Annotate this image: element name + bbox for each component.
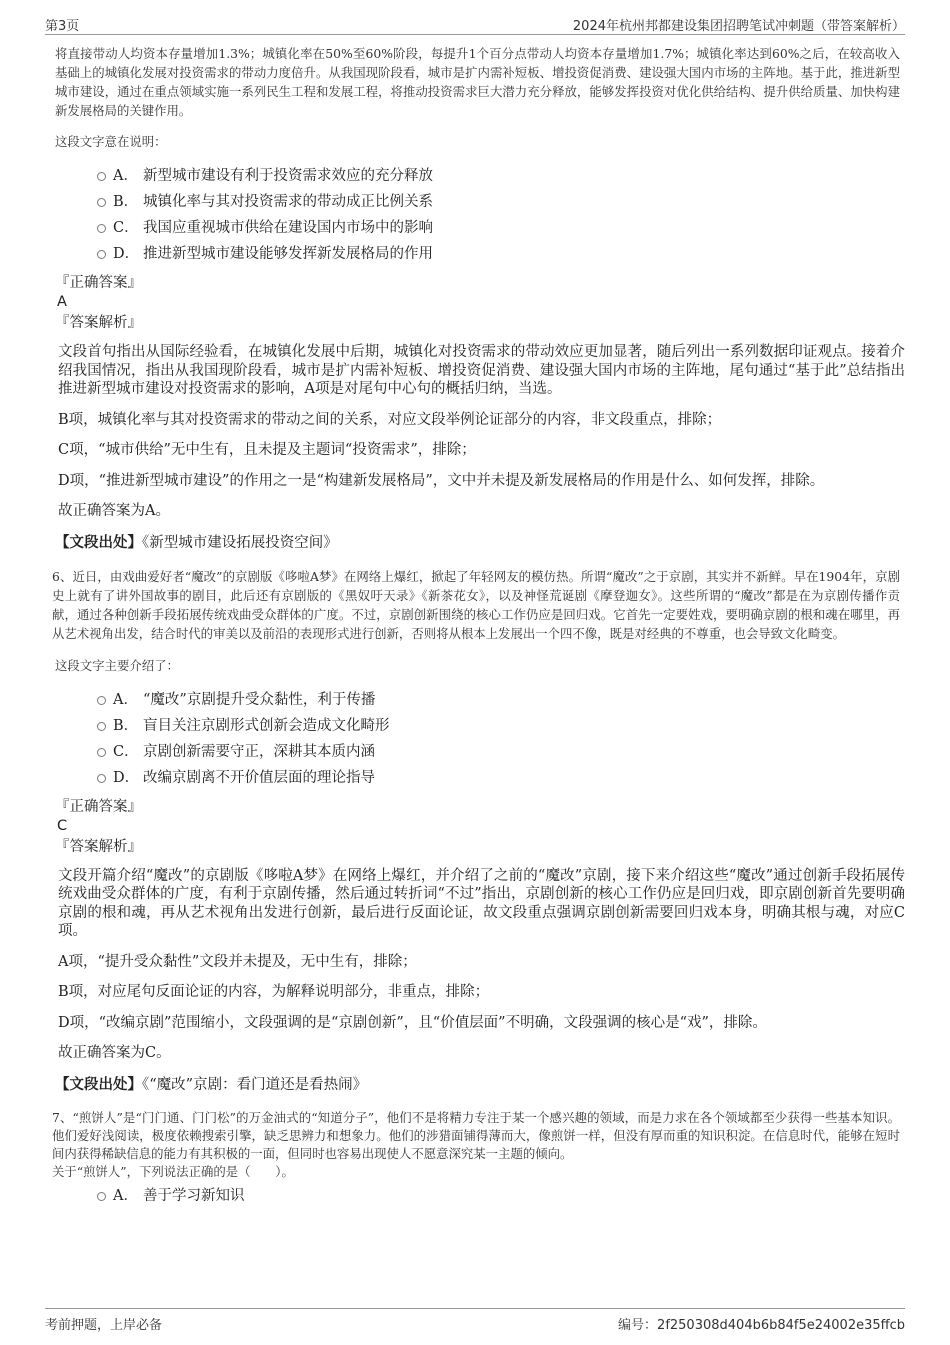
q6-option-c[interactable]: C． 京剧创新需要守正，深耕其本质内涵 <box>55 739 905 765</box>
q5-analysis <box>55 343 905 521</box>
q6-prompt: 这段文字主要介绍了： <box>55 657 179 673</box>
document-code: 编号：2f250308d404b6b84f5e24002e35ffcb <box>618 1318 905 1333</box>
q7-option-a[interactable]: A． 善于学习新知识 <box>55 1183 905 1209</box>
radio-icon[interactable] <box>97 722 106 731</box>
analysis-paragraph: C项，“城市供给”无中生有，且未提及主题词“投资需求”，排除； <box>58 442 476 458</box>
analysis-paragraph: 文段首句指出从国际经验看，在城镇化发展中后期，城镇化对投资需求的带动效应更加显著，随后列出一系列数据印证观点。接着介绍我国情况，指出从我国现阶段看，城市是扩内需补短板、增投资促消费、建设强大国内市场的主阵地，尾句通过“基于此”总结指出推进新型城市建设对投资需求的影响，A项是对尾句中心句的概括归纳，当选。 <box>58 344 905 397</box>
q5-prompt: 这段文字意在说明： <box>55 134 167 149</box>
radio-icon[interactable] <box>97 1192 106 1201</box>
analysis-paragraph: D项，“改编京剧”范围缩小，文段强调的是“京剧创新”，且“价值层面”不明确，文段强调的核心是“戏”，排除。 <box>58 1014 767 1031</box>
page-header <box>45 12 905 35</box>
q5-option-d[interactable]: D． 推进新型城市建设能够发挥新发展格局的作用 <box>55 241 905 267</box>
q6-answer-label: 『正确答案』 <box>55 798 142 815</box>
q7-options <box>55 1183 905 1209</box>
q5-analysis-label: 『答案解析』 <box>55 315 142 331</box>
analysis-paragraph: 文段开篇介绍“魔改”的京剧版《哆啦A梦》在网络上爆红，并介绍了之前的“魔改”京剧，接下来介绍这些“魔改”通过创新手段拓展传统戏曲受众群体的广度，有利于京剧传播，然后通过转折词“不过”指出，京剧创新的核心工作仍应是回归戏，即京剧创新首先要明确京剧的根和魂，再从艺术视角出发进行创新，最后进行反面论证，故文段重点强调京剧创新需要回归戏本身，明确其根与魂，对应C项。 <box>58 867 905 939</box>
q6-option-d[interactable]: D． 改编京剧离不开价值层面的理论指导 <box>55 765 905 791</box>
q5-answer: A <box>57 294 67 310</box>
analysis-paragraph: 故正确答案为A。 <box>58 503 170 519</box>
q6-passage: 6、近日，由戏曲爱好者“魔改”的京剧版《哆啦A梦》在网络上爆红，掀起了年轻网友的模仿热。所谓“魔改”之于京剧，其实并不新鲜。早在1904年，京剧史上就有了讲外国故事的剧目，此后还有京剧版的《黑奴吁天录》《新茶花女》，以及神怪荒诞剧《摩登迦女》。这些所谓的“魔改”都是在为京剧传播作贡献，通过各种创新手段拓展传统戏曲受众群体的广度。不过，京剧创新围绕的核心工作仍应是回归戏。它首先一定要姓戏，要明确京剧的根和魂在哪里，再从艺术视角出发，结合时代的审美以及前沿的表现形式进行创新，否则将从根本上发展出一个四不像，既是对经典的不尊重，也会导致文化畸变。 <box>52 568 900 641</box>
radio-icon[interactable] <box>97 224 106 233</box>
q6-options <box>55 687 905 791</box>
analysis-paragraph: D项，“推进新型城市建设”的作用之一是“构建新发展格局”，文中并未提及新发展格局的作用是什么、如何发挥，排除。 <box>58 472 825 489</box>
radio-icon[interactable] <box>97 172 106 181</box>
q7-prompt: 关于“煎饼人”，下列说法正确的是（ ）。 <box>52 1163 294 1179</box>
q5-answer-label: 『正确答案』 <box>55 275 142 291</box>
radio-icon[interactable] <box>97 748 106 757</box>
q7-passage: 7、“煎饼人”是“门门通、门门松”的万金油式的“知道分子”，他们不是将精力专注于某一个感兴趣的领域，而是力求在各个领域都至少获得一些基本知识。他们爱好浅阅读，极度依赖搜索引擎，缺乏思辨力和想象力。他们的涉猎面铺得薄而大，像煎饼一样，但没有厚而重的知识积淀。在信息时代，能够在短时间内获得稀缺信息的能力有其积极的一面，但同时也容易出现使人不愿意深究某一主题的倾向。 <box>52 1109 900 1161</box>
q6-analysis-label: 『答案解析』 <box>55 838 142 855</box>
q5-source: 【文段出处】《新型城市建设拓展投资空间》 <box>55 533 338 551</box>
q6-source: 【文段出处】《“魔改”京剧：看门道还是看热闹》 <box>55 1075 368 1093</box>
analysis-paragraph: B项，对应尾句反面论证的内容，为解释说明部分，非重点，排除； <box>58 984 490 1000</box>
q5-option-b[interactable]: B． 城镇化率与其对投资需求的带动成正比例关系 <box>55 189 905 215</box>
radio-icon[interactable] <box>97 250 106 259</box>
page-footer <box>45 1308 905 1333</box>
radio-icon[interactable] <box>97 774 106 783</box>
analysis-paragraph: A项，“提升受众黏性”文段并未提及，无中生有，排除； <box>58 953 417 970</box>
q5-options <box>55 163 905 267</box>
document-title: 2024年杭州邦都建设集团招聘笔试冲刺题（带答案解析） <box>572 19 905 34</box>
q6-option-a[interactable]: A． “魔改”京剧提升受众黏性，利于传播 <box>55 687 905 713</box>
page-number: 第3页 <box>45 19 80 34</box>
radio-icon[interactable] <box>97 696 106 705</box>
analysis-paragraph: B项，城镇化率与其对投资需求的带动之间的关系，对应文段举例论证部分的内容，非文段重点，排除； <box>58 411 722 428</box>
footer-slogan: 考前押题，上岸必备 <box>45 1318 163 1333</box>
analysis-paragraph: 故正确答案为C。 <box>58 1045 171 1061</box>
q5-option-c[interactable]: C． 我国应重视城市供给在建设国内市场中的影响 <box>55 215 905 241</box>
q6-analysis <box>55 867 905 1063</box>
q5-passage: 将直接带动人均资本存量增加1.3%；城镇化率在50%至60%阶段，每提升1个百分点带动人均资本存量增加1.7%；城镇化率达到60%之后，在较高收入基础上的城镇化发展对投资需求的带动力度倍升。从我国现阶段看，城市是扩内需补短板、增投资促消费、建设强大国内市场的主阵地。基于此，推进新型城市建设，通过在重点领域实施一系列民生工程和发展工程，将推动投资需求巨大潜力充分释放，能够发挥投资对优化供给结构、提升供给质量、加快构建新发展格局的关键作用。 <box>55 46 900 118</box>
q6-answer: C <box>57 817 68 834</box>
page-content <box>52 44 905 1209</box>
radio-icon[interactable] <box>97 198 106 207</box>
q5-option-a[interactable]: A． 新型城市建设有利于投资需求效应的充分释放 <box>55 163 905 189</box>
q6-option-b[interactable]: B． 盲目关注京剧形式创新会造成文化畸形 <box>55 713 905 739</box>
